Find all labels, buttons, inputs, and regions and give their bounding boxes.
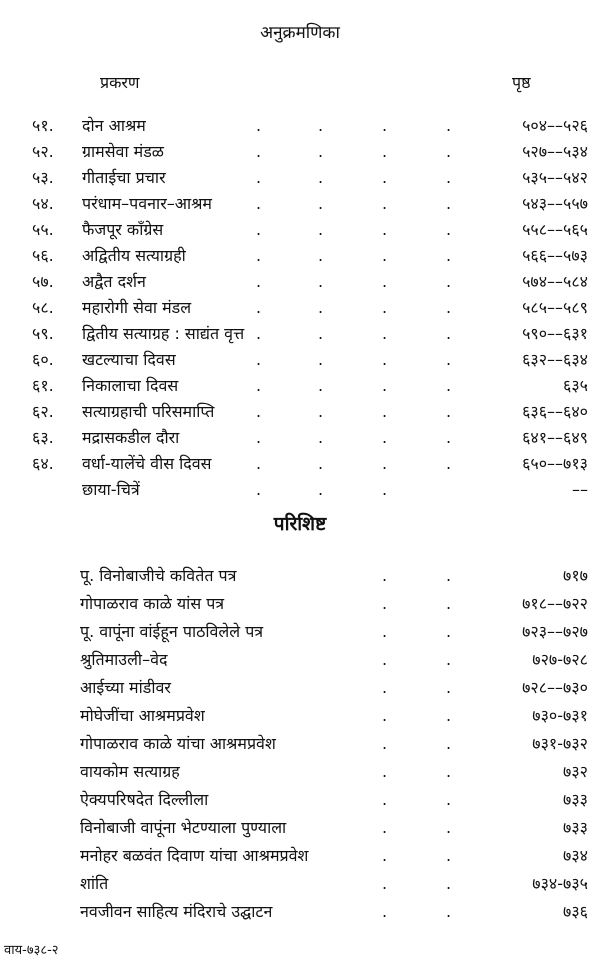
leader-dot: . [382, 790, 388, 809]
chapter-title: द्वितीय सत्याग्रह : साद्यंत वृत्त [82, 324, 245, 343]
leader-dot: . [382, 480, 388, 499]
leader-dot: . [382, 818, 388, 837]
appendix-entry [0, 814, 600, 842]
toc-entry [0, 191, 600, 217]
page-title: अनुक्रमणिका [260, 23, 340, 43]
leader-dot: . [256, 220, 262, 239]
page-range: ७३६ [563, 902, 588, 921]
toc-entry [0, 139, 600, 165]
leader-dot: . [318, 324, 324, 343]
chapter-number: ५२. [32, 142, 54, 161]
appendix-title: नवजीवन साहित्य मंदिराचे उद्घाटन [80, 902, 273, 921]
page-range: ६३२––६३४ [522, 350, 588, 369]
page-range: ६४१––६४९ [522, 428, 588, 447]
page-range: ६३६––६४० [522, 402, 588, 421]
leader-dot: . [382, 220, 388, 239]
chapter-number: ५५. [32, 220, 54, 239]
leader-dot: . [318, 194, 324, 213]
leader-dot: . [446, 324, 452, 343]
toc-entry [0, 269, 600, 295]
leader-dot: . [256, 246, 262, 265]
leader-dot: . [382, 428, 388, 447]
leader-dot: . [318, 350, 324, 369]
leader-dot: . [382, 874, 388, 893]
leader-dot: . [446, 428, 452, 447]
leader-dot: . [446, 246, 452, 265]
leader-dot: . [382, 678, 388, 697]
appendix-entry [0, 898, 600, 926]
leader-dot: . [446, 622, 452, 641]
leader-dot: . [318, 402, 324, 421]
leader-dot: . [446, 350, 452, 369]
leader-dot: . [382, 762, 388, 781]
leader-dot: . [446, 734, 452, 753]
leader-dot: . [256, 402, 262, 421]
leader-dot: . [318, 480, 324, 499]
leader-dot: . [256, 168, 262, 187]
leader-dot: . [382, 734, 388, 753]
appendix-heading: परिशिष्ट [273, 513, 327, 535]
appendix-entry [0, 618, 600, 646]
chapter-title: परंधाम–पवनार–आश्रम [82, 194, 212, 213]
chapter-number: ६४. [32, 454, 54, 473]
leader-dot: . [446, 790, 452, 809]
leader-dot: . [382, 846, 388, 865]
appendix-title: वायकोम सत्याग्रह [80, 762, 180, 781]
leader-dot: . [446, 902, 452, 921]
appendix-entry [0, 730, 600, 758]
appendix-title: ऐक्यपरिषदेत दिल्लीला [80, 790, 209, 809]
chapter-title: मद्रासकडील दौरा [82, 428, 180, 447]
leader-dot: . [256, 428, 262, 447]
leader-dot: . [382, 194, 388, 213]
leader-dot: . [318, 142, 324, 161]
page-range: ७३३ [563, 790, 588, 809]
appendix-entry [0, 786, 600, 814]
leader-dot: . [446, 402, 452, 421]
page-range: ७३१-७३२ [532, 734, 588, 753]
leader-dot: . [446, 376, 452, 395]
leader-dot: . [382, 350, 388, 369]
page-range: ७१८––७२२ [522, 594, 588, 613]
leader-dot: . [256, 272, 262, 291]
appendix-title: पू. विनोबाजीचे कवितेत पत्र [80, 566, 237, 585]
leader-dot: . [446, 220, 452, 239]
toc-entry [0, 165, 600, 191]
page-range: ७३३ [563, 818, 588, 837]
appendix-entry [0, 590, 600, 618]
leader-dot: . [256, 350, 262, 369]
toc-entry [0, 113, 600, 139]
page-range: ५८५––५८९ [522, 298, 588, 317]
toc-entry [0, 425, 600, 451]
chapter-title: गीताईचा प्रचार [82, 168, 166, 187]
page-range: ६५०––७१३ [522, 454, 588, 473]
page-range: ७२३––७२७ [522, 622, 588, 641]
leader-dot: . [382, 246, 388, 265]
page-range: ७३०-७३१ [532, 706, 588, 725]
chapter-title: महारोगी सेवा मंडल [82, 298, 192, 317]
leader-dot: . [382, 324, 388, 343]
leader-dot: . [256, 298, 262, 317]
leader-dot: . [318, 376, 324, 395]
leader-dot: . [382, 142, 388, 161]
chapter-title: सत्याग्रहाची परिसमाप्ति [82, 402, 215, 421]
chapter-title: वर्धा-यालेंचे वीस दिवस [82, 454, 212, 473]
chapter-number: ५३. [32, 168, 54, 187]
chapter-number: ५१. [32, 116, 54, 135]
leader-dot: . [256, 142, 262, 161]
leader-dot: . [446, 168, 452, 187]
chapter-title: दोन आश्रम [82, 116, 146, 135]
leader-dot: . [382, 168, 388, 187]
leader-dot: . [256, 376, 262, 395]
appendix-title: गोपाळराव काळे यांस पत्र [80, 594, 225, 613]
leader-dot: . [318, 272, 324, 291]
page-column-heading: पृष्ठ [512, 73, 531, 92]
toc-entry [0, 295, 600, 321]
leader-dot: . [446, 818, 452, 837]
appendix-title: विनोबाजी वापूंना भेटण्याला पुण्याला [80, 818, 287, 837]
chapter-number: ५८. [32, 298, 54, 317]
chapter-number: ५७. [32, 272, 54, 291]
page-range: ५२७––५३४ [522, 142, 588, 161]
toc-entry [0, 399, 600, 425]
chapter-title: छाया-चित्रें [82, 480, 140, 499]
appendix-title: शांति [80, 874, 109, 893]
chapter-title: अद्वैत दर्शन [82, 272, 146, 291]
page-range: ७३२ [563, 762, 588, 781]
page-footer: वाय-७३८-२ [4, 943, 59, 958]
chapter-number: ५४. [32, 194, 54, 213]
leader-dot: . [382, 706, 388, 725]
chapter-column-heading: प्रकरण [100, 73, 140, 92]
leader-dot: . [318, 298, 324, 317]
appendix-list [0, 562, 600, 926]
contents-list [0, 113, 600, 503]
leader-dot: . [446, 298, 452, 317]
leader-dot: . [256, 324, 262, 343]
page-range: –– [572, 480, 588, 499]
leader-dot: . [382, 594, 388, 613]
leader-dot: . [382, 650, 388, 669]
chapter-number: ६१. [32, 376, 54, 395]
leader-dot: . [446, 874, 452, 893]
leader-dot: . [446, 762, 452, 781]
appendix-entry [0, 674, 600, 702]
leader-dot: . [318, 116, 324, 135]
leader-dot: . [256, 194, 262, 213]
leader-dot: . [446, 272, 452, 291]
appendix-title: मनोहर बळवंत दिवाण यांचा आश्रमप्रवेश [80, 846, 309, 865]
chapter-number: ६३. [32, 428, 54, 447]
appendix-title: मोघेजींचा आश्रमप्रवेश [80, 706, 205, 725]
appendix-title: आईच्या मांडीवर [80, 678, 171, 697]
leader-dot: . [446, 650, 452, 669]
page-range: ७३४-७३५ [532, 874, 588, 893]
page-range: ५४३––५५७ [522, 194, 588, 213]
chapter-number: ५६. [32, 246, 54, 265]
leader-dot: . [318, 168, 324, 187]
leader-dot: . [382, 402, 388, 421]
appendix-entry [0, 870, 600, 898]
leader-dot: . [256, 116, 262, 135]
chapter-number: ५९. [32, 324, 54, 343]
page-range: ५०४––५२६ [522, 116, 588, 135]
leader-dot: . [446, 566, 452, 585]
page-range: ५३५––५४२ [522, 168, 588, 187]
chapter-title: फैजपूर काँग्रेस [82, 220, 164, 239]
leader-dot: . [256, 454, 262, 473]
leader-dot: . [446, 454, 452, 473]
leader-dot: . [382, 622, 388, 641]
page-range: ७२८––७३० [522, 678, 588, 697]
toc-entry [0, 217, 600, 243]
leader-dot: . [382, 454, 388, 473]
appendix-entry [0, 758, 600, 786]
leader-dot: . [382, 272, 388, 291]
appendix-entry [0, 562, 600, 590]
appendix-title: गोपाळराव काळे यांचा आश्रमप्रवेश [80, 734, 276, 753]
leader-dot: . [446, 142, 452, 161]
appendix-entry [0, 702, 600, 730]
chapter-number: ६०. [32, 350, 54, 369]
leader-dot: . [382, 376, 388, 395]
appendix-entry [0, 842, 600, 870]
leader-dot: . [318, 454, 324, 473]
page-range: ७३४ [563, 846, 588, 865]
page-range: ५५८––५६५ [522, 220, 588, 239]
leader-dot: . [318, 428, 324, 447]
leader-dot: . [446, 678, 452, 697]
appendix-title: पू. वापूंना वांईहून पाठविलेले पत्र [80, 622, 264, 641]
leader-dot: . [382, 298, 388, 317]
chapter-title: ग्रामसेवा मंडळ [82, 142, 164, 161]
chapter-number: ६२. [32, 402, 54, 421]
page-range: ५९०––६३१ [522, 324, 588, 343]
leader-dot: . [382, 566, 388, 585]
toc-entry [0, 321, 600, 347]
page-range: ५६६––५७३ [522, 246, 588, 265]
leader-dot: . [446, 194, 452, 213]
leader-dot: . [256, 480, 262, 499]
toc-entry [0, 347, 600, 373]
leader-dot: . [318, 220, 324, 239]
page-range: ५७४––५८४ [522, 272, 588, 291]
page-range: ७२७-७२८ [532, 650, 588, 669]
chapter-title: निकालाचा दिवस [82, 376, 179, 395]
chapter-title: अद्वितीय सत्याग्रही [82, 246, 186, 265]
page-range: ६३५ [563, 376, 588, 395]
leader-dot: . [446, 706, 452, 725]
chapter-title: खटल्याचा दिवस [82, 350, 176, 369]
toc-entry [0, 243, 600, 269]
appendix-entry [0, 646, 600, 674]
leader-dot: . [446, 846, 452, 865]
toc-entry [0, 373, 600, 399]
leader-dot: . [382, 116, 388, 135]
leader-dot: . [382, 902, 388, 921]
leader-dot: . [446, 594, 452, 613]
toc-entry [0, 477, 600, 503]
page-range: ७१७ [563, 566, 588, 585]
appendix-title: श्रुतिमाउली–वेद [80, 650, 168, 669]
toc-entry [0, 451, 600, 477]
leader-dot: . [318, 246, 324, 265]
leader-dot: . [446, 116, 452, 135]
